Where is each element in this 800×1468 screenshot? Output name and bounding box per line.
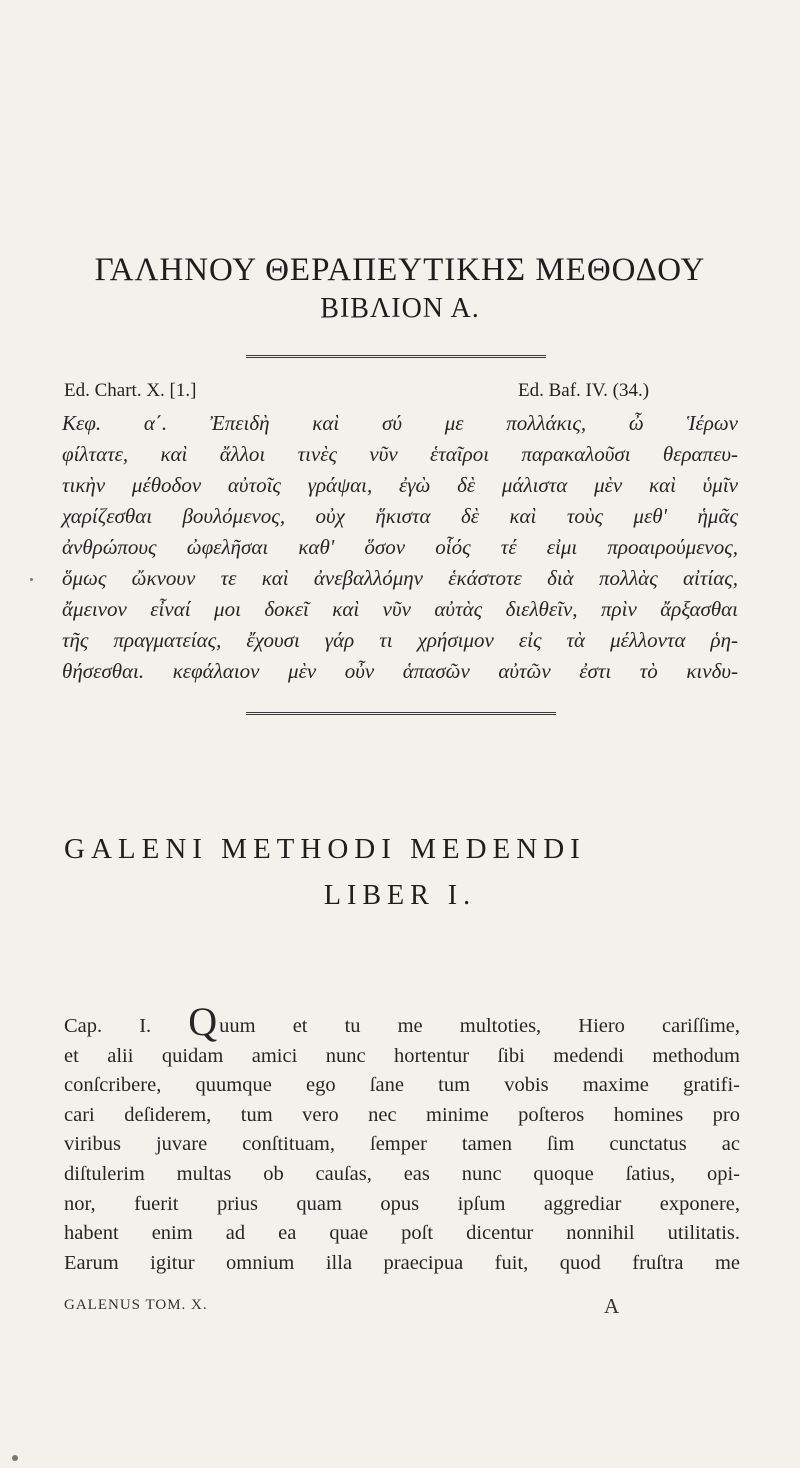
greek-title: ΓΑΛΗΝΟΥ ΘΕΡΑΠΕΥΤΙΚΗΣ ΜΕΘΟΔΟΥ [94,252,706,288]
ink-speck [12,1455,18,1461]
latin-line: cari deſiderem, tum vero nec minime poſteros homines pro [64,1103,740,1126]
chapter-label: Cap. I. [64,1015,152,1037]
latin-subtitle: LIBER I. [323,880,477,911]
edition-right: Ed. Baf. IV. (34.) [518,380,650,401]
top-rule [246,355,546,360]
middle-rule [246,712,556,717]
latin-line: conſcribere, quumque ego ſane tum vobis maxime gratifi- [64,1074,740,1097]
greek-line: φίλτατε, καὶ ἄλλοι τινὲς νῦν ἑταῖροι παρακαλοῦσι θεραπευ- [62,442,738,466]
greek-line: ὅμως ὤκνουν τε καὶ ἀνεβαλλόμην ἑκάστοτε διὰ πολλὰς αἰτίας, [62,566,738,590]
greek-line: τῆς πραγματείας, ἔχουσι γάρ τι χρήσιμον εἰς τὰ μέλλοντα ῥη- [62,628,738,652]
latin-line: et alii quidam amici nunc hortentur ſibi medendi methodum [64,1044,740,1067]
latin-line: habent enim ad ea quae poſt dicentur nonnihil utilitatis. [64,1222,740,1245]
latin-title: GALENI METHODI MEDENDI [64,833,586,865]
latin-line: nor, fuerit prius quam opus ipſum aggrediar exponere, [64,1192,740,1215]
greek-line: Κεφ. α΄. Ἐπειδὴ καὶ σύ με πολλάκις, ὦ Ἱέρων [62,411,738,435]
drop-cap: Q [188,999,218,1044]
greek-line: χαρίζεσθαι βουλόμενος, οὐχ ἥκιστα δὲ καὶ τοὺς μεθ' ἡμᾶς [62,504,738,528]
greek-line: θήσεσθαι. κεφάλαιον μὲν οὖν ἁπασῶν αὐτῶν ἐστι τὸ κινδυ- [62,659,738,683]
greek-text-block [62,408,738,687]
latin-line: Earum igitur omnium illa praecipua fuit, quod fruſtra me [64,1251,740,1274]
ink-speck [30,578,33,581]
latin-line: diſtulerim multas ob cauſas, eas nunc quoque ſatius, opi- [64,1162,740,1185]
greek-line: τικὴν μέθοδον αὐτοῖς γράψαι, ἐγὼ δὲ μάλιστα μὲν καὶ ὑμῖν [62,473,738,497]
edition-left: Ed. Chart. X. [1.] [64,380,197,401]
latin-text-block [64,999,740,1278]
latin-first-line [64,999,740,1044]
greek-subtitle: ΒΙΒΛΙΟΝ Α. [320,293,480,324]
latin-line: viribus juvare conſtituam, ſemper tamen ſim cunctatus ac [64,1133,740,1156]
first-line-text: uum et tu me multoties, Hiero cariſſime, [219,1015,740,1037]
greek-line: ἀνθρώπους ὠφελῆσαι καθ' ὅσον οἷός τέ εἰμι προαιρούμενος, [62,535,738,559]
greek-line: ἄμεινον εἶναί μοι δοκεῖ καὶ νῦν αὐτὰς διελθεῖν, πρὶν ἄρξασθαι [62,597,738,621]
signature-line: GALENUS TOM. X. [64,1297,208,1313]
signature-mark: A [604,1294,620,1318]
